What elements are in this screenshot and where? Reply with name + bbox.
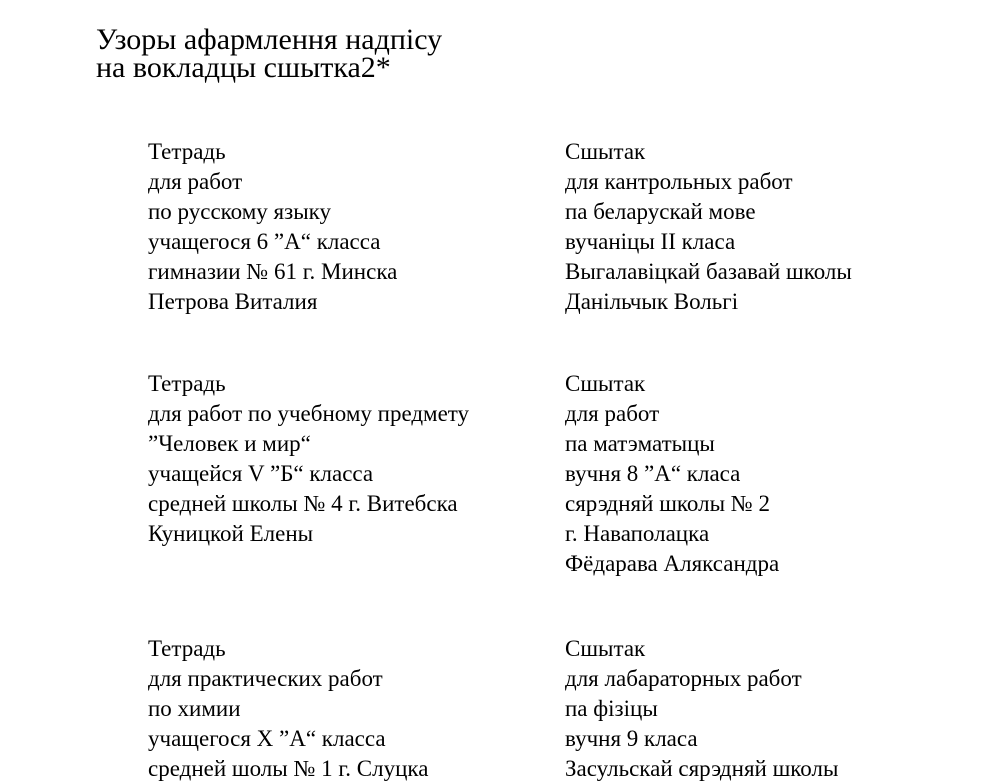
cover-line: по химии xyxy=(148,696,241,721)
cover-line: сярэдняй школы № 2 xyxy=(565,491,770,516)
cover-line: ”Человек и мир“ xyxy=(148,431,311,456)
cover-line: для работ xyxy=(148,169,243,194)
cover-line: Тетрадь xyxy=(148,139,226,164)
cover-line: Тетрадь xyxy=(148,636,226,661)
cover-line: вучаніцы II класа xyxy=(565,229,736,254)
belarusian-cover-sample-1 xyxy=(565,137,852,317)
cover-line: учащейся V ”Б“ класса xyxy=(148,461,374,486)
cover-line: г. Наваполацка xyxy=(565,521,710,546)
page-title xyxy=(96,23,443,84)
cover-line: Сшытак xyxy=(565,139,646,164)
cover-line: по русскому языку xyxy=(148,199,332,224)
cover-line: Выгалавіцкай базавай школы xyxy=(565,259,852,284)
cover-line: учащегося 6 ”А“ класса xyxy=(148,229,381,254)
cover-line: па матэматыцы xyxy=(565,431,715,456)
russian-cover-sample-1 xyxy=(148,137,397,317)
cover-line: для работ xyxy=(565,401,660,426)
cover-line: вучня 8 ”А“ класа xyxy=(565,461,741,486)
cover-line: Куницкой Елены xyxy=(148,521,314,546)
russian-cover-sample-2 xyxy=(148,369,469,549)
cover-line: Данільчык Вольгі xyxy=(565,289,739,314)
cover-line: Сшытак xyxy=(565,371,646,396)
cover-line: для работ по учебному предмету xyxy=(148,401,470,426)
cover-line: средней школы № 4 г. Витебска xyxy=(148,491,458,516)
cover-line: Сшытак xyxy=(565,636,646,661)
belarusian-cover-sample-3 xyxy=(565,634,838,783)
cover-line: для кантрольных работ xyxy=(565,169,793,194)
cover-line: гимназии № 61 г. Минска xyxy=(148,259,398,284)
cover-line: средней шолы № 1 г. Слуцка xyxy=(148,756,429,781)
belarusian-cover-sample-2 xyxy=(565,369,779,579)
cover-line: Засульскай сярэдняй школы xyxy=(565,756,839,781)
cover-line: Фёдарава Аляксандра xyxy=(565,551,780,576)
cover-line: вучня 9 класа xyxy=(565,726,698,751)
cover-line: Тетрадь xyxy=(148,371,226,396)
cover-line: Петрова Виталия xyxy=(148,289,318,314)
russian-cover-sample-3 xyxy=(148,634,428,783)
cover-line: для практических работ xyxy=(148,666,383,691)
title-line-2: на вокладцы сшытка2* xyxy=(96,51,391,84)
cover-line: па беларускай мове xyxy=(565,199,756,224)
cover-line: учащегося Х ”А“ класса xyxy=(148,726,386,751)
title-line-1: Узоры афармлення надпісу xyxy=(96,23,443,56)
cover-line: па фізіцы xyxy=(565,696,658,721)
cover-line: для лабараторных работ xyxy=(565,666,802,691)
